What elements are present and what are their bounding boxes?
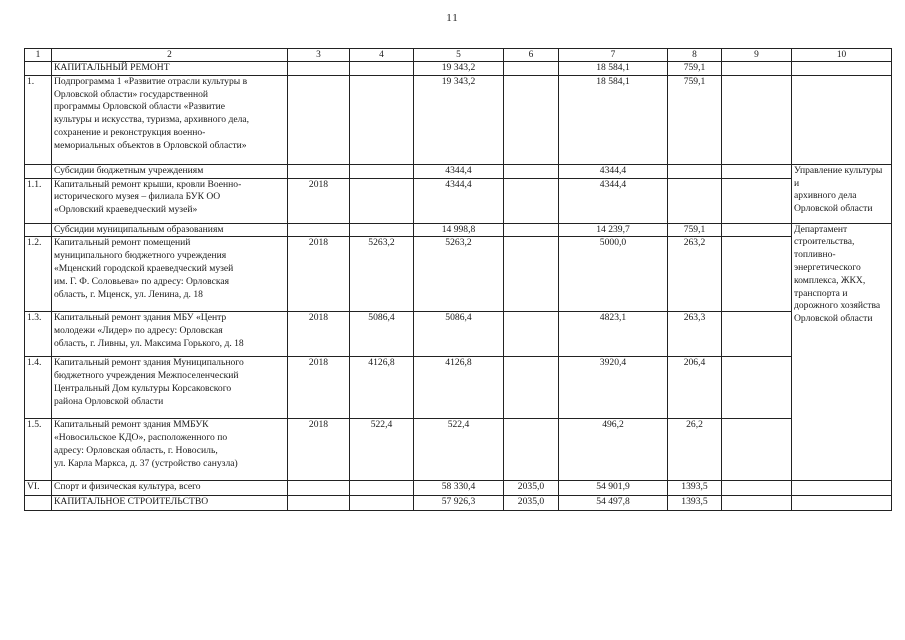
row-name-line: Орловской области» государственной — [54, 88, 209, 100]
regional-cell: 4344,4 — [559, 164, 668, 178]
table-row — [25, 75, 892, 164]
column-header: 8 — [668, 49, 722, 62]
table-row — [25, 481, 892, 496]
federal-cell — [504, 357, 559, 419]
local-cell: 1393,5 — [668, 496, 722, 511]
row-name-line: культуры и искусства, туризма, архивного дела, — [54, 114, 250, 126]
total-cell: 522,4 — [414, 419, 504, 481]
table-row — [25, 419, 892, 481]
regional-cell: 496,2 — [559, 419, 668, 481]
other-cell — [722, 312, 792, 357]
column-header: 5 — [414, 49, 504, 62]
row-name-line: область, г. Мценск, ул. Ленина, д. 18 — [54, 288, 203, 300]
year-cell: 2018 — [288, 357, 350, 419]
federal-cell — [504, 164, 559, 178]
other-cell — [722, 164, 792, 178]
year-cell — [288, 62, 350, 76]
row-name-line: Капитальный ремонт помещений — [54, 237, 191, 249]
other-cell — [722, 62, 792, 76]
responsible-line: Орловской области — [794, 313, 873, 325]
federal-cell: 2035,0 — [504, 496, 559, 511]
responsible-cell-construction — [792, 223, 892, 481]
row-name — [52, 223, 288, 237]
other-cell — [722, 481, 792, 496]
table-row — [25, 178, 892, 223]
row-name-line: Капитальный ремонт здания ММБУК — [54, 419, 209, 431]
column-header: 2 — [52, 49, 288, 62]
regional-cell: 4344,4 — [559, 178, 668, 223]
row-name-line: муниципального бюджетного учреждения — [54, 250, 227, 262]
local-cell — [668, 164, 722, 178]
row-name-line: района Орловской области — [54, 395, 164, 407]
table-row — [25, 223, 892, 237]
row-name-line: им. Г. Ф. Соловьева» по адресу: Орловская — [54, 275, 230, 287]
row-number — [25, 223, 52, 237]
year-cell — [288, 164, 350, 178]
responsible-line: Управление культуры и — [794, 164, 883, 189]
cost-cell: 4126,8 — [350, 357, 414, 419]
column-header: 9 — [722, 49, 792, 62]
row-number: 1.2. — [25, 237, 52, 312]
table-row — [25, 312, 892, 357]
row-name-line: КАПИТАЛЬНОЕ СТРОИТЕЛЬСТВО — [54, 496, 209, 508]
year-cell: 2018 — [288, 178, 350, 223]
row-name-line: КАПИТАЛЬНЫЙ РЕМОНТ — [54, 62, 170, 73]
total-cell: 19 343,2 — [414, 62, 504, 76]
responsible-line: архивного дела — [794, 190, 857, 202]
row-name — [52, 312, 288, 357]
table-row — [25, 357, 892, 419]
row-name-line: Центральный Дом культуры Корсаковского — [54, 382, 232, 394]
row-name — [52, 357, 288, 419]
regional-cell: 5000,0 — [559, 237, 668, 312]
column-header-row — [25, 49, 892, 62]
row-name-line: Подпрограмма 1 «Развитие отрасли культуры в — [54, 75, 248, 87]
total-cell: 58 330,4 — [414, 481, 504, 496]
cost-cell — [350, 75, 414, 164]
federal-cell — [504, 62, 559, 76]
other-cell — [722, 178, 792, 223]
column-header: 7 — [559, 49, 668, 62]
other-cell — [722, 223, 792, 237]
local-cell: 1393,5 — [668, 481, 722, 496]
other-cell — [722, 419, 792, 481]
federal-cell: 2035,0 — [504, 481, 559, 496]
table-row — [25, 62, 892, 76]
federal-cell — [504, 237, 559, 312]
table-row — [25, 164, 892, 178]
responsible-line: строительства, — [794, 236, 855, 248]
row-name-line: Субсидии бюджетным учреждениям — [54, 164, 204, 176]
regional-cell: 18 584,1 — [559, 75, 668, 164]
cost-cell — [350, 62, 414, 76]
row-number — [25, 164, 52, 178]
table-row — [25, 496, 892, 511]
year-cell — [288, 496, 350, 511]
row-name-line: сохранение и реконструкция военно- — [54, 126, 206, 138]
regional-cell: 4823,1 — [559, 312, 668, 357]
local-cell: 263,3 — [668, 312, 722, 357]
row-name — [52, 178, 288, 223]
row-number: 1.1. — [25, 178, 52, 223]
row-number — [25, 496, 52, 511]
federal-cell — [504, 419, 559, 481]
responsible-line: дорожного хозяйства — [794, 300, 881, 312]
regional-cell: 18 584,1 — [559, 62, 668, 76]
cost-cell — [350, 178, 414, 223]
responsible-cell — [792, 481, 892, 496]
responsible-cell — [792, 62, 892, 76]
row-number: 1. — [25, 75, 52, 164]
other-cell — [722, 357, 792, 419]
row-name-line: мемориальных объектов в Орловской области» — [54, 139, 247, 151]
regional-cell: 3920,4 — [559, 357, 668, 419]
other-cell — [722, 496, 792, 511]
row-name-line: «Мценский городской краеведческий музей — [54, 262, 234, 274]
page-number: 11 — [446, 12, 459, 24]
total-cell: 19 343,2 — [414, 75, 504, 164]
other-cell — [722, 237, 792, 312]
total-cell: 4126,8 — [414, 357, 504, 419]
local-cell — [668, 178, 722, 223]
total-cell: 4344,4 — [414, 178, 504, 223]
row-name-line: Субсидии муниципальным образованиям — [54, 223, 224, 235]
column-header: 3 — [288, 49, 350, 62]
row-number: VI. — [25, 481, 52, 496]
row-name-line: «Новосильское КДО», расположенного по — [54, 432, 228, 444]
federal-cell — [504, 312, 559, 357]
responsible-cell — [792, 496, 892, 511]
row-number: 1.3. — [25, 312, 52, 357]
year-cell — [288, 223, 350, 237]
row-name — [52, 62, 288, 76]
cost-cell: 5263,2 — [350, 237, 414, 312]
local-cell: 759,1 — [668, 223, 722, 237]
responsible-line: Департамент — [794, 223, 848, 235]
column-header: 1 — [25, 49, 52, 62]
row-name-line: область, г. Ливны, ул. Максима Горького, д. 18 — [54, 337, 244, 349]
local-cell: 263,2 — [668, 237, 722, 312]
year-cell: 2018 — [288, 237, 350, 312]
row-name-line: исторического музея – филиала БУК ОО — [54, 191, 221, 203]
regional-cell: 14 239,7 — [559, 223, 668, 237]
responsible-line: топливно- — [794, 249, 836, 261]
table-row — [25, 237, 892, 312]
responsible-cell — [792, 75, 892, 164]
column-header: 6 — [504, 49, 559, 62]
other-cell — [722, 75, 792, 164]
row-name-line: Спорт и физическая культура, всего — [54, 481, 201, 493]
row-name — [52, 75, 288, 164]
column-header: 4 — [350, 49, 414, 62]
cost-cell — [350, 481, 414, 496]
row-name — [52, 419, 288, 481]
responsible-cell-culture — [792, 164, 892, 223]
cost-cell — [350, 164, 414, 178]
federal-cell — [504, 75, 559, 164]
row-name-line: адресу: Орловская область, г. Новосиль, — [54, 444, 218, 456]
total-cell: 14 998,8 — [414, 223, 504, 237]
responsible-line: Орловской области — [794, 203, 873, 215]
row-name — [52, 164, 288, 178]
responsible-line: комплекса, ЖКХ, — [794, 274, 866, 286]
total-cell: 5263,2 — [414, 237, 504, 312]
local-cell: 26,2 — [668, 419, 722, 481]
year-cell: 2018 — [288, 312, 350, 357]
row-name-line: Капитальный ремонт здания Муниципального — [54, 357, 244, 369]
column-header: 10 — [792, 49, 892, 62]
row-number: 1.4. — [25, 357, 52, 419]
year-cell — [288, 75, 350, 164]
row-name-line: «Орловский краеведческий музей» — [54, 204, 198, 216]
responsible-line: транспорта и — [794, 287, 848, 299]
local-cell: 206,4 — [668, 357, 722, 419]
cost-cell — [350, 223, 414, 237]
row-name — [52, 481, 288, 496]
year-cell — [288, 481, 350, 496]
row-name-line: ул. Карла Маркса, д. 37 (устройство санузла) — [54, 457, 238, 469]
row-name-line: Капитальный ремонт крыши, кровли Военно- — [54, 178, 242, 190]
regional-cell: 54 901,9 — [559, 481, 668, 496]
total-cell: 5086,4 — [414, 312, 504, 357]
responsible-line: энергетического — [794, 261, 861, 273]
year-cell: 2018 — [288, 419, 350, 481]
federal-cell — [504, 178, 559, 223]
row-name-line: молодежи «Лидер» по адресу: Орловская — [54, 325, 223, 337]
cost-cell: 5086,4 — [350, 312, 414, 357]
row-name-line: Капитальный ремонт здания МБУ «Центр — [54, 312, 227, 324]
budget-table — [24, 48, 892, 511]
regional-cell: 54 497,8 — [559, 496, 668, 511]
row-name — [52, 237, 288, 312]
row-name-line: программы Орловской области «Развитие — [54, 101, 226, 113]
local-cell: 759,1 — [668, 62, 722, 76]
row-name-line: бюджетного учреждения Межпоселенческий — [54, 370, 239, 382]
row-number — [25, 62, 52, 76]
cost-cell — [350, 496, 414, 511]
row-number: 1.5. — [25, 419, 52, 481]
cost-cell: 522,4 — [350, 419, 414, 481]
local-cell: 759,1 — [668, 75, 722, 164]
total-cell: 57 926,3 — [414, 496, 504, 511]
total-cell: 4344,4 — [414, 164, 504, 178]
row-name — [52, 496, 288, 511]
federal-cell — [504, 223, 559, 237]
